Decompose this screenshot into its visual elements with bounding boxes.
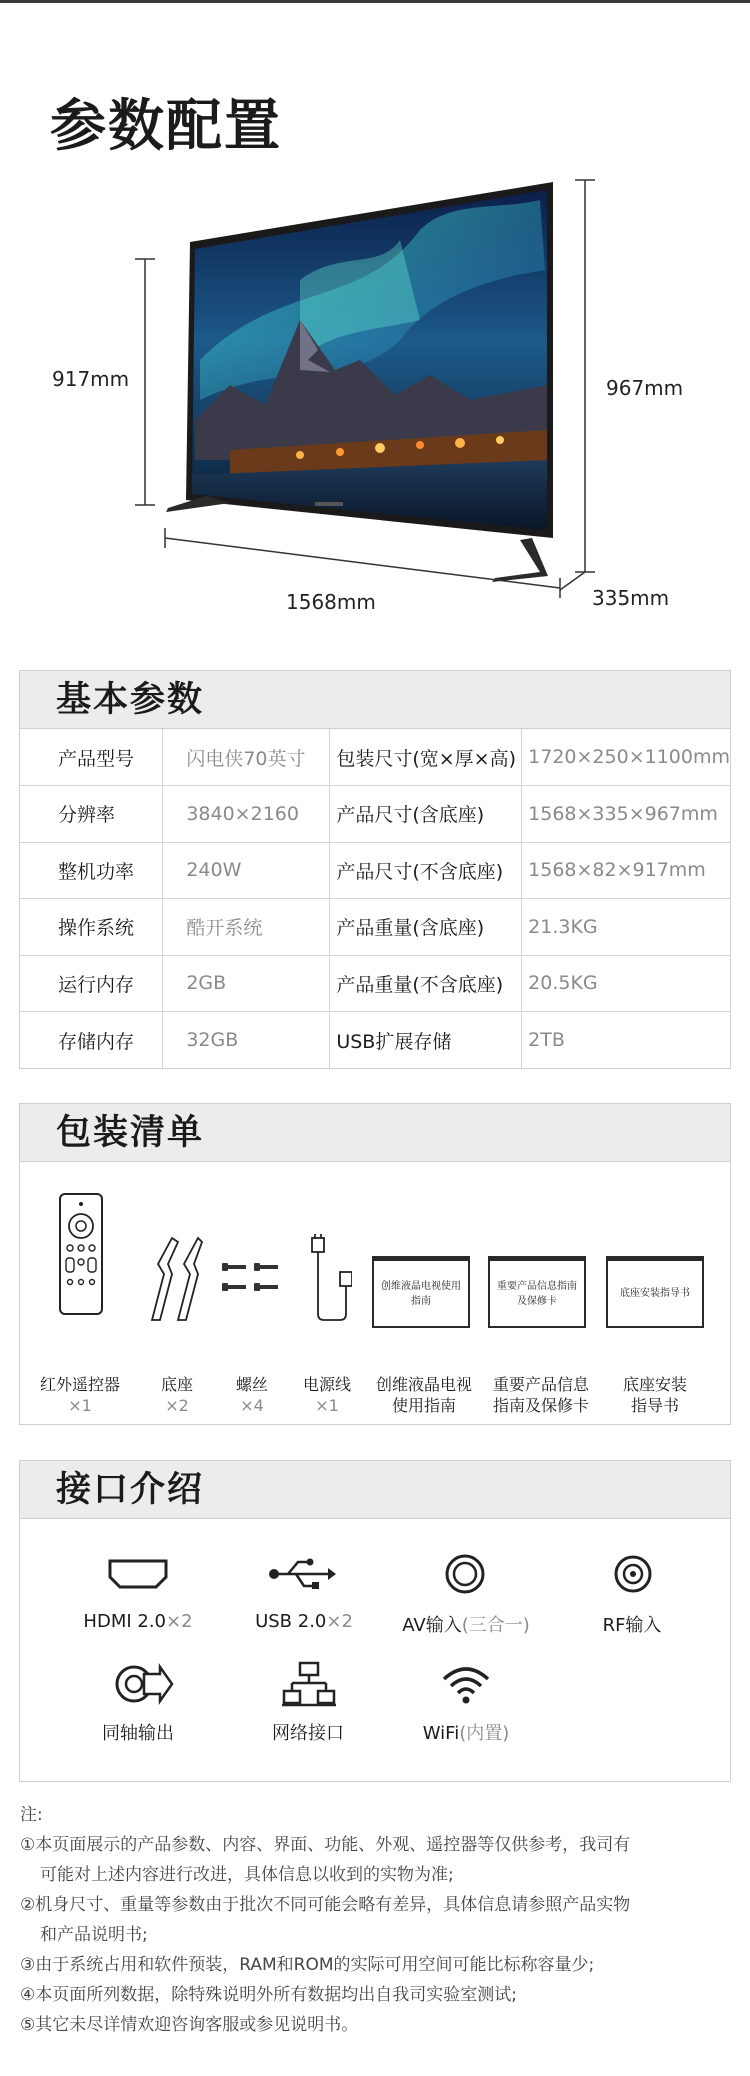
pack-item-name: 电源线 — [302, 1375, 351, 1394]
port-coaxial — [80, 1719, 196, 1745]
param-value: 1568×82×917mm — [522, 842, 730, 899]
note-line: 可能对上述内容进行改进，具体信息以收到的实物为准; — [40, 1865, 454, 1885]
param-key: 产品重量(含底座) — [330, 899, 522, 956]
note-line: 和产品说明书; — [40, 1925, 148, 1945]
param-value: 3840×2160 — [163, 786, 330, 843]
param-value: 2TB — [528, 1029, 565, 1051]
port-rf — [574, 1611, 690, 1637]
pack-item-qty: ×2 — [165, 1396, 189, 1415]
port-name: RF输入 — [602, 1615, 662, 1636]
package-body — [20, 1162, 730, 1424]
screw-icon — [220, 1257, 284, 1297]
param-value: 20.5KG — [522, 955, 730, 1012]
port-network — [250, 1719, 366, 1745]
network-icon — [282, 1661, 336, 1707]
port-name: AV输入 — [402, 1615, 462, 1636]
port-name: 同轴输出 — [102, 1723, 174, 1744]
param-row — [20, 1012, 730, 1069]
pack-item-remote — [28, 1374, 132, 1416]
param-value: 1568×335×967mm — [522, 786, 730, 843]
power-cord-icon — [302, 1234, 352, 1326]
top-divider — [0, 0, 750, 3]
port-name: HDMI 2.0 — [83, 1611, 167, 1632]
page-title: 参数配置 — [50, 94, 282, 159]
param-key: 产品重量(不含底座) — [330, 955, 522, 1012]
package-title: 包装清单 — [20, 1104, 730, 1162]
pack-item-name: 重要产品信息 — [492, 1375, 589, 1394]
base-icon — [144, 1234, 204, 1324]
pack-item-name: 红外遥控器 — [39, 1375, 120, 1394]
param-value: 酷开系统 — [163, 899, 330, 956]
manual-card: 创维液晶电视使用指南 — [372, 1256, 470, 1328]
pack-item-name: 创维液晶电视 — [375, 1375, 472, 1394]
basic-params-section — [19, 670, 731, 1069]
param-value: 32GB — [163, 1012, 330, 1069]
param-key: USB扩展存储 — [330, 1012, 522, 1069]
pack-item-manual — [372, 1374, 476, 1416]
param-value: 2GB — [163, 955, 330, 1012]
tv-dimension-diagram — [0, 160, 750, 640]
param-value: 240W — [163, 842, 330, 899]
params-table — [20, 729, 730, 1068]
warranty-card: 重要产品信息指南及保修卡 — [488, 1256, 586, 1328]
wifi-icon — [440, 1665, 492, 1705]
param-key: 存储内存 — [20, 1012, 163, 1069]
height-with-base-label: 967mm — [606, 376, 684, 400]
pack-item-qty: ×1 — [315, 1396, 339, 1415]
note-line: ④本页面所列数据，除特殊说明外所有数据均出自我司实验室测试; — [20, 1985, 517, 2005]
note-line: ③由于系统占用和软件预装，RAM和ROM的实际可用空间可能比标称容量少; — [20, 1955, 595, 1975]
pack-item-base — [144, 1374, 210, 1416]
param-key: 包装尺寸(宽×厚×高) — [330, 729, 522, 786]
port-extra: ×2 — [166, 1611, 193, 1632]
pack-item-name: 螺丝 — [235, 1375, 268, 1394]
param-key: 运行内存 — [20, 955, 163, 1012]
param-value: 1720×250×1100mm — [522, 729, 730, 786]
param-key: 操作系统 — [20, 899, 163, 956]
coaxial-icon — [114, 1663, 174, 1705]
param-key: 产品型号 — [20, 729, 163, 786]
pack-item-warranty — [486, 1374, 596, 1416]
depth-label: 335mm — [592, 586, 670, 610]
av-icon — [444, 1553, 486, 1595]
port-name: USB 2.0 — [255, 1611, 327, 1632]
note-line: ⑤其它未尽详情欢迎咨询客服或参见说明书。 — [20, 2015, 359, 2035]
notes-heading: 注: — [20, 1805, 43, 1825]
param-value: 21.3KG — [522, 899, 730, 956]
port-av — [388, 1611, 544, 1637]
note-line: ①本页面展示的产品参数、内容、界面、功能、外观、遥控器等仅供参考，我司有 — [20, 1835, 631, 1855]
usb-icon — [266, 1557, 336, 1591]
pack-item-name-line2: 使用指南 — [391, 1396, 456, 1415]
tv-illustration — [0, 160, 750, 640]
port-usb — [226, 1611, 382, 1632]
pack-item-qty: ×1 — [68, 1396, 92, 1415]
height-without-base-label: 917mm — [52, 367, 130, 391]
pack-item-name-line2: 指导书 — [630, 1396, 679, 1415]
param-row — [20, 955, 730, 1012]
port-name: 网络接口 — [272, 1723, 344, 1744]
rf-icon — [612, 1553, 654, 1595]
port-wifi — [404, 1719, 528, 1745]
param-row — [20, 899, 730, 956]
param-key: 产品尺寸(不含底座) — [330, 842, 522, 899]
port-extra: (三合一) — [461, 1615, 530, 1636]
remote-icon — [58, 1192, 104, 1316]
pack-item-power-cord — [290, 1374, 364, 1416]
pack-item-qty: ×4 — [240, 1396, 264, 1415]
basic-params-title: 基本参数 — [20, 671, 730, 729]
pack-item-name: 底座安装 — [622, 1375, 687, 1394]
param-row — [20, 842, 730, 899]
ports-body — [20, 1519, 730, 1781]
package-section — [19, 1103, 731, 1425]
pack-item-name: 底座 — [160, 1375, 193, 1394]
note-line: ②机身尺寸、重量等参数由于批次不同可能会略有差异，具体信息请参照产品实物 — [20, 1895, 631, 1915]
install-guide-card: 底座安装指导书 — [606, 1256, 704, 1328]
hdmi-icon — [106, 1557, 170, 1591]
param-key: 产品尺寸(含底座) — [330, 786, 522, 843]
width-label: 1568mm — [286, 590, 376, 614]
ports-section — [19, 1460, 731, 1782]
ports-title: 接口介绍 — [20, 1461, 730, 1519]
param-row — [20, 786, 730, 843]
port-name: WiFi — [422, 1723, 460, 1744]
param-key: 分辨率 — [20, 786, 163, 843]
pack-item-screw — [220, 1374, 284, 1416]
port-extra: (内置) — [459, 1723, 510, 1744]
pack-item-install-guide — [606, 1374, 704, 1416]
port-extra: ×2 — [326, 1611, 353, 1632]
param-row — [20, 729, 730, 786]
param-value: 闪电侠70英寸 — [163, 729, 330, 786]
pack-item-name-line2: 指南及保修卡 — [492, 1396, 589, 1415]
notes — [20, 1800, 732, 2040]
port-hdmi — [60, 1611, 216, 1632]
param-key: 整机功率 — [20, 842, 163, 899]
